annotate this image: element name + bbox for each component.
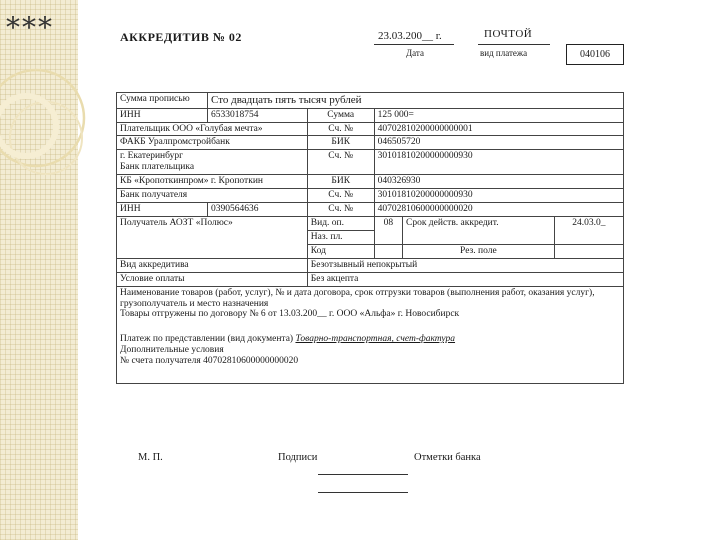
accreditive-type-label: Вид аккредитива [117, 258, 308, 272]
decorative-stars: *** [6, 11, 54, 44]
bank-marks-label: Отметки банка [414, 452, 481, 463]
goods-section [117, 286, 624, 383]
payment-kind-underline [478, 44, 550, 45]
date-underline [374, 44, 454, 45]
signature-line-2 [318, 492, 408, 493]
recipient-account-label: Сч. № [307, 203, 374, 217]
sum-label: Сумма [307, 108, 374, 122]
payer-bank-role: Банк плательщика [120, 162, 195, 173]
payer-account-value: 40702810200000000001 [374, 122, 623, 136]
recipient-bank-role: Банк получателя [117, 189, 308, 203]
payment-kind-label: вид платежа [480, 48, 528, 58]
payment-terms-value: Без акцепта [307, 272, 623, 286]
goods-header: Наименование товаров (работ, услуг), № и дата договора, срок отгрузки товаров (выполнения работ, оказания услуг), грузополучатель и место назначения [120, 287, 595, 309]
recipient-account-line: № счета получателя 40702810600000000020 [120, 356, 299, 367]
sum-value: 125 000= [374, 108, 623, 122]
date-value: 23.03.200__ г. [378, 30, 442, 42]
payer-bank-city-cell [117, 150, 308, 175]
payer-bank-name: ФАКБ Уралпромстройбанк [117, 136, 308, 150]
recipient-inn-label: ИНН [117, 203, 208, 217]
code-value [374, 244, 402, 258]
payer-bank-bik-value: 046505720 [374, 136, 623, 150]
recipient-bank-corr-label: Сч. № [307, 189, 374, 203]
recipient-bank-corr-value: 30101810200000000930 [374, 189, 623, 203]
recipient-bank-bik-value: 040326930 [374, 175, 623, 189]
payment-on-label: Платеж по представлении (вид документа) [120, 334, 294, 345]
payer-bank-bik-label: БИК [307, 136, 374, 150]
payment-on-line [120, 334, 620, 345]
reserve-label: Рез. поле [402, 244, 554, 258]
payment-kind-value: ПОЧТОЙ [484, 28, 533, 40]
extra-terms-label: Дополнительные условия [120, 345, 224, 356]
code-label: Код [307, 244, 374, 258]
sum-words-label: Сумма прописью [117, 93, 208, 109]
payment-on-value: Товарно-транспортная, счет-фактура [295, 334, 456, 345]
payment-terms-label: Условие оплаты [117, 272, 308, 286]
op-type-label: Вид. оп. [307, 217, 374, 231]
recipient-bank-bik-label: БИК [307, 175, 374, 189]
signatures-label: Подписи [278, 452, 318, 463]
recipient-bank-name: КБ «Кропоткинпром» г. Кропоткин [117, 175, 308, 189]
goods-value: Товары отгружены по договору № 6 от 13.03.200__ г. ООО «Альфа» г. Новосибирск [120, 309, 460, 320]
recipient-account-value: 40702810600000000020 [374, 203, 623, 217]
accreditive-type-value: Безотзывный непокрытый [307, 258, 623, 272]
op-type-value: 08 [374, 217, 402, 245]
payer-bank-corr-value: 30101810200000000930 [374, 150, 623, 175]
payer-inn-value: 6533018754 [208, 108, 308, 122]
validity-label: Срок действ. аккредит. [402, 217, 554, 245]
payer-bank-city: г. Екатеринбург [120, 151, 183, 162]
date-label: Дата [406, 48, 424, 58]
sum-words-value: Сто двадцать пять тысяч рублей [208, 93, 624, 109]
payer-bank-corr-label: Сч. № [307, 150, 374, 175]
purpose-label: Наз. пл. [307, 230, 374, 244]
recipient-inn-value: 0390564636 [208, 203, 308, 217]
document-title: АККРЕДИТИВ № 02 [120, 30, 242, 44]
validity-value: 24.03.0_ [554, 217, 623, 245]
payer-name: Плательщик ООО «Голубая мечта» [117, 122, 308, 136]
payer-inn-label: ИНН [117, 108, 208, 122]
form-code-box: 040106 [566, 44, 624, 65]
payer-account-label: Сч. № [307, 122, 374, 136]
signature-line-1 [318, 474, 408, 475]
stamp-label: М. П. [138, 452, 163, 463]
recipient-name: Получатель АОЗТ «Полюс» [117, 217, 308, 259]
accreditive-form-table [116, 92, 624, 384]
reserve-value [554, 244, 623, 258]
